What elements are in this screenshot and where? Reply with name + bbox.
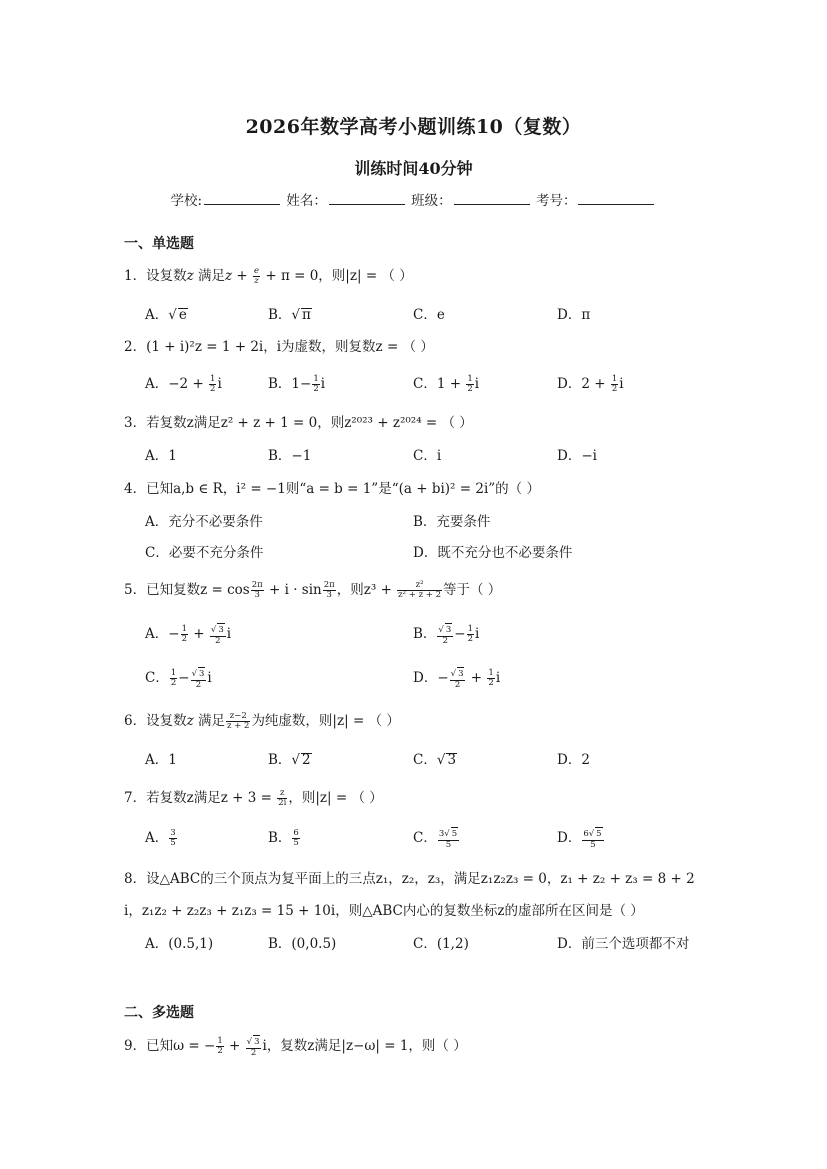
q5-option-c[interactable]: C． $\frac{1}{2}$ − $\frac{√ 3}{2}$ i xyxy=(145,668,212,690)
q6-option-a[interactable]: A．1 xyxy=(145,752,177,768)
q3-option-c[interactable]: C．i xyxy=(413,448,442,464)
q8-option-d[interactable]: D．前三个选项都不对 xyxy=(557,936,690,952)
q8-option-b[interactable]: B．(0,0.5) xyxy=(268,936,337,952)
q7-option-c[interactable]: C． $\frac{3√ 5}{5}$ xyxy=(413,829,458,850)
question-8-line-2: i，z₁z₂ + z₂z₃ + z₁z₃ = 15 + 10i，则△ABC内心的复数坐标z的虚部所在区间是（ ） xyxy=(124,903,644,919)
exam-number-label: 考号： xyxy=(535,193,577,209)
q6-option-d[interactable]: D．2 xyxy=(557,752,590,768)
section-single-choice: 一、单选题 xyxy=(124,236,194,252)
q4-option-d[interactable]: D．既不充分也不必要条件 xyxy=(413,545,573,561)
question-9: 9．已知ω = − $\frac{1}{2}$ + $\frac{√ 3}{2}$ i，复数z满足|z−ω| = 1，则（ ） xyxy=(124,1036,467,1058)
class-label: 班级： xyxy=(411,193,452,209)
q4-option-b[interactable]: B．充要条件 xyxy=(413,514,491,530)
question-7: 7．若复数z满足z + 3 = $\frac{z}{2i}$ ，则|z| = （ ） xyxy=(124,788,383,808)
q2-option-d[interactable]: D．2 + $\frac{1}{2}$ i xyxy=(557,374,624,394)
school-label: 学校: xyxy=(170,193,203,209)
exam-number-blank[interactable] xyxy=(578,192,654,205)
q5-option-d[interactable]: D．− $\frac{√ 3}{2}$ + $\frac{1}{2}$ i xyxy=(413,668,501,690)
section-multiple-choice: 二、多选题 xyxy=(124,1005,194,1021)
q8-option-a[interactable]: A．(0.5,1) xyxy=(145,936,214,952)
q3-option-d[interactable]: D．−i xyxy=(557,448,597,464)
question-4: 4．已知a,b ∈ R，i² = −1则“a = b = 1”是“(a + bi)² = 2i”的（ ） xyxy=(124,481,540,497)
q1-option-d[interactable]: D．π xyxy=(557,307,591,323)
q7-option-a[interactable]: A． $\frac{3}{5}$ xyxy=(145,828,176,848)
q7-option-d[interactable]: D． $\frac{6√ 5}{5}$ xyxy=(557,829,602,850)
q6-option-c[interactable]: C．√ 3 xyxy=(413,752,457,768)
school-blank[interactable] xyxy=(204,192,280,205)
question-6: 6．设复数z 满足 $\frac{z-2}{z + 2}$ 为纯虚数，则|z| = （ ） xyxy=(124,711,400,731)
q3-option-a[interactable]: A．1 xyxy=(145,448,177,464)
question-8-line-1: 8．设△ABC的三个顶点为复平面上的三点z₁，z₂，z₃，满足z₁z₂z₃ = 0，z₁ + z₂ + z₃ = 8 + 2 xyxy=(124,871,695,887)
q8-option-c[interactable]: C．(1,2) xyxy=(413,936,469,952)
q1-option-b[interactable]: B．√ π xyxy=(268,307,311,323)
question-2: 2．(1 + i)²z = 1 + 2i，i为虚数，则复数z = （ ） xyxy=(124,339,434,355)
q1-option-c[interactable]: C．e xyxy=(413,307,445,323)
q4-option-a[interactable]: A．充分不必要条件 xyxy=(145,514,263,530)
q6-option-b[interactable]: B．√ 2 xyxy=(268,752,311,768)
q2-option-a[interactable]: A．−2 + $\frac{1}{2}$ i xyxy=(145,374,222,394)
class-blank[interactable] xyxy=(454,192,530,205)
q1-option-a[interactable]: A．√ e xyxy=(145,307,187,323)
question-5: 5．已知复数z = cos $\frac{2\pi}{3}$ + i · sin $\frac{2\pi}{3}$ ，则z³ + $\frac{\text{z²}}{\text{z² + z + 2}}$ 等于（ ） xyxy=(124,580,502,600)
page-title: 2026年数学高考小题训练10（复数） xyxy=(245,116,582,138)
q4-option-c[interactable]: C．必要不充分条件 xyxy=(145,545,264,561)
student-info-line xyxy=(0,189,827,209)
q5-option-a[interactable]: A．− $\frac{1}{2}$ + $\frac{√ 3}{2}$ i xyxy=(145,624,232,646)
q5-option-b[interactable]: B． $\frac{√ 3}{2}$ − $\frac{1}{2}$ i xyxy=(413,624,480,646)
q7-option-b[interactable]: B． $\frac{6}{5}$ xyxy=(268,828,299,848)
q3-option-b[interactable]: B．−1 xyxy=(268,448,312,464)
page-subtitle: 训练时间40分钟 xyxy=(354,159,473,178)
name-label: 姓名： xyxy=(286,193,327,209)
question-1: 1．设复数z 满足z + $\frac{e}{z}$ + π = 0，则|z| = （ ） xyxy=(124,266,413,286)
q2-option-c[interactable]: C．1 + $\frac{1}{2}$ i xyxy=(413,374,480,394)
name-blank[interactable] xyxy=(329,192,405,205)
q2-option-b[interactable]: B．1− $\frac{1}{2}$ i xyxy=(268,374,326,394)
question-3: 3．若复数z满足z² + z + 1 = 0，则z²⁰²³ + z²⁰²⁴ = （ ） xyxy=(124,415,473,431)
